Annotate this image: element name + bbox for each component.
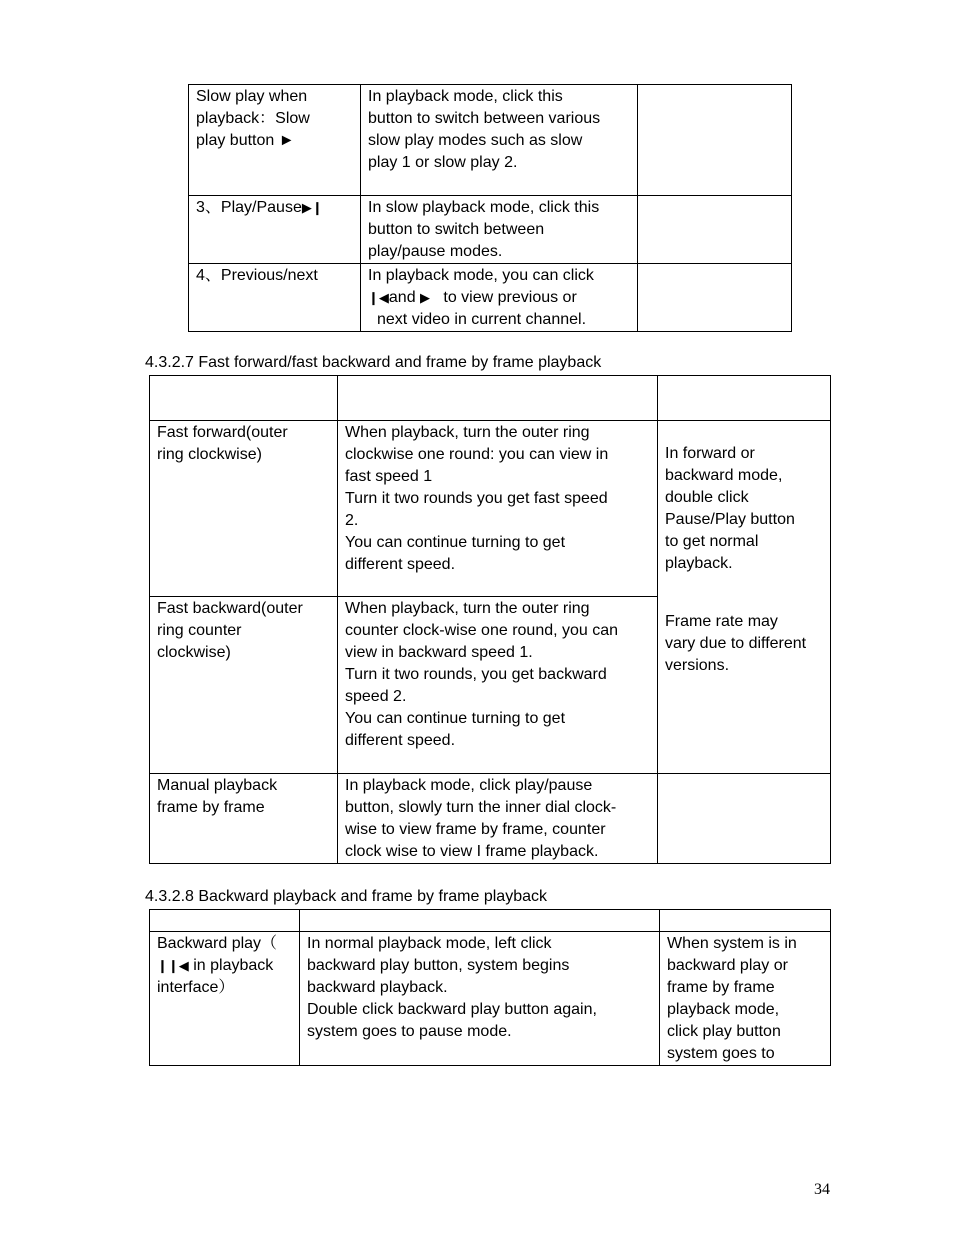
description-line: next video in current channel. (377, 311, 587, 328)
description-line: button, slowly turn the inner dial clock- (345, 799, 617, 816)
description-line: to view previous or (443, 289, 577, 306)
note-cell (658, 421, 831, 774)
control-name-cell (150, 774, 338, 864)
description-line: 2. (345, 512, 359, 529)
control-name-line: frame by frame (157, 799, 265, 816)
control-description-cell (338, 774, 658, 864)
note-line: system goes to (667, 1045, 775, 1062)
empty-header-cell (660, 910, 831, 932)
control-name-line: Backward play（ (157, 935, 278, 952)
description-line: You can continue turning to get (345, 710, 566, 727)
description-line: Turn it two rounds you get fast speed (345, 490, 608, 507)
description-line: different speed. (345, 556, 456, 573)
control-name-line: in playback (188, 957, 274, 974)
description-line: view in backward speed 1. (345, 644, 533, 661)
empty-header-cell (150, 910, 300, 932)
description-line: speed 2. (345, 688, 407, 705)
control-name-line: interface） (157, 979, 235, 996)
note-cell (660, 932, 831, 1066)
note-line: backward play or (667, 957, 788, 974)
control-name-cell (189, 264, 361, 332)
control-name-cell (150, 932, 300, 1066)
table-header-row (150, 376, 831, 421)
description-line: button to switch between various (368, 110, 601, 127)
control-name-line: Fast forward(outer (157, 424, 288, 441)
note-line: playback. (665, 555, 733, 572)
description-line: backward playback. (307, 979, 448, 996)
note-line: When system is in (667, 935, 797, 952)
description-line: In normal playback mode, left click (307, 935, 552, 952)
description-line: In playback mode, click play/pause (345, 777, 593, 794)
table-row (150, 932, 831, 1066)
note-line: Pause/Play button (665, 511, 795, 528)
note-line: playback mode, (667, 1001, 780, 1018)
control-name-line: ring clockwise) (157, 446, 262, 463)
table-playback-controls (188, 84, 792, 332)
description-line: slow play modes such as slow (368, 132, 583, 149)
description-line: clock wise to view I frame playback. (345, 843, 599, 860)
control-description-cell (361, 264, 638, 332)
table-row (189, 264, 792, 332)
note-cell (638, 196, 792, 264)
page-number: 34 (814, 1181, 830, 1198)
note-line: frame by frame (667, 979, 775, 996)
description-line: When playback, turn the outer ring (345, 600, 590, 617)
description-line: clockwise one round: you can view in (345, 446, 609, 463)
description-line: play 1 or slow play 2. (368, 154, 518, 171)
table-fast-forward-backward (149, 375, 831, 864)
description-line: wise to view frame by frame, counter (345, 821, 606, 838)
description-line: play/pause modes. (368, 243, 503, 260)
control-name-line: Manual playback (157, 777, 278, 794)
control-description-cell (361, 85, 638, 196)
table-row (150, 774, 831, 864)
previous-icon: ❙◀ (368, 290, 389, 305)
table-header-row (150, 910, 831, 932)
control-name-cell (189, 85, 361, 196)
description-line: different speed. (345, 732, 456, 749)
note-cell (658, 774, 831, 864)
description-line: system goes to pause mode. (307, 1023, 512, 1040)
table-row (189, 85, 792, 196)
note-cell (638, 264, 792, 332)
control-name-line: Fast backward(outer (157, 600, 303, 617)
control-name-cell (189, 196, 361, 264)
control-name-line: 4、Previous/next (196, 267, 318, 284)
description-line: In slow playback mode, click this (368, 199, 600, 216)
note-line: backward mode, (665, 467, 783, 484)
note-line: In forward or (665, 445, 755, 462)
control-name-line: play button ► (196, 132, 295, 149)
note-line: double click (665, 489, 749, 506)
description-line: In playback mode, click this (368, 88, 563, 105)
control-description-cell (338, 597, 658, 774)
description-line: When playback, turn the outer ring (345, 424, 590, 441)
note-line: to get normal (665, 533, 759, 550)
section-heading-4327: 4.3.2.7 Fast forward/fast backward and frame by frame playback (145, 354, 602, 371)
control-description-cell (361, 196, 638, 264)
note-line: Frame rate may (665, 613, 778, 630)
control-name-cell (150, 421, 338, 597)
description-line: counter clock-wise one round, you can (345, 622, 619, 639)
control-name-line: clockwise) (157, 644, 231, 661)
table-row (189, 196, 792, 264)
empty-header-cell (300, 910, 660, 932)
control-description-cell (300, 932, 660, 1066)
table-row (150, 421, 831, 597)
empty-header-cell (658, 376, 831, 421)
section-heading-4328: 4.3.2.8 Backward playback and frame by frame playback (145, 888, 547, 905)
next-icon: ▶ (420, 290, 431, 305)
note-line: vary due to different (665, 635, 807, 652)
control-name-line: Slow play when (196, 88, 308, 105)
control-name-line: 3、Play/Pause (196, 199, 302, 216)
control-name-cell (150, 597, 338, 774)
and-text: and (388, 289, 416, 306)
note-line: click play button (667, 1023, 781, 1040)
description-line: fast speed 1 (345, 468, 433, 485)
note-line: versions. (665, 657, 730, 674)
empty-header-cell (150, 376, 338, 421)
description-line: backward play button, system begins (307, 957, 570, 974)
description-line: You can continue turning to get (345, 534, 566, 551)
description-line: In playback mode, you can click (368, 267, 594, 284)
play-pause-icon: ▶❙ (301, 200, 323, 215)
description-line: Turn it two rounds, you get backward (345, 666, 607, 683)
empty-header-cell (338, 376, 658, 421)
table-backward-playback (149, 909, 831, 1066)
control-description-cell (338, 421, 658, 597)
control-name-line: playback：Slow (196, 110, 310, 127)
description-line: button to switch between (368, 221, 545, 238)
control-name-line: ring counter (157, 622, 242, 639)
description-line: Double click backward play button again, (307, 1001, 597, 1018)
backward-play-icon: ❙❙◀ (157, 958, 189, 973)
note-cell (638, 85, 792, 196)
